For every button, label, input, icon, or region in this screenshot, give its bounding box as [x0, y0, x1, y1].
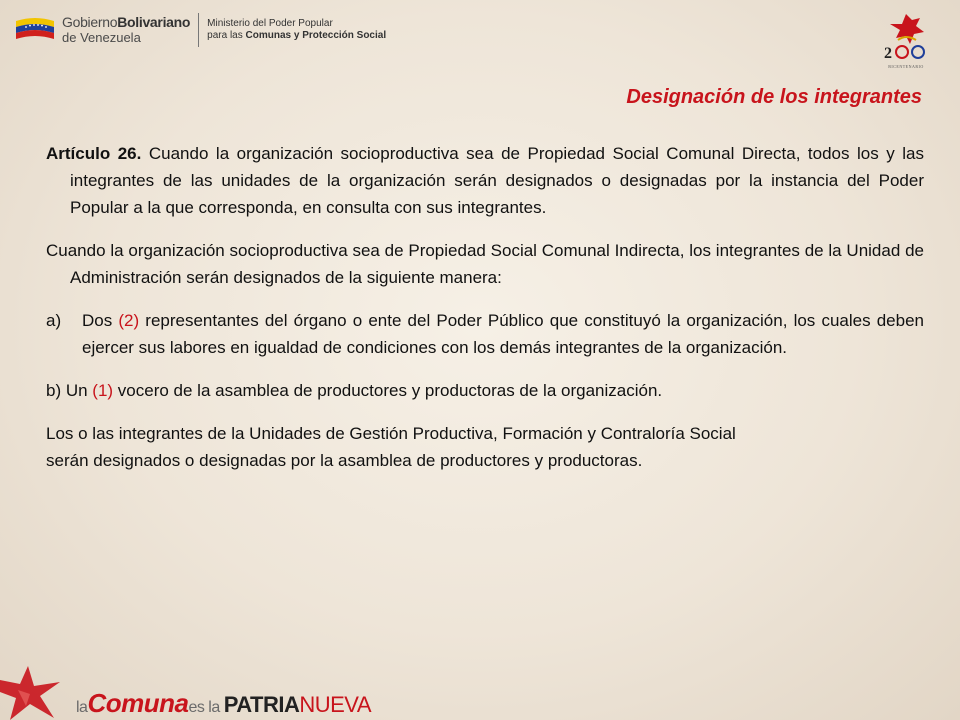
list-item-a-pre: Dos — [82, 311, 119, 330]
list-item-a — [46, 307, 924, 361]
article-26-paragraph — [46, 140, 924, 221]
footer — [0, 660, 960, 720]
ministry-line2-prefix: para las — [207, 30, 246, 41]
government-logo — [14, 8, 386, 52]
list-item-a-text: representantes del órgano o ente del Poder Público que constituyó la organización, los cuales deben ejercer sus labores en igualdad de condiciones con los demás integrantes de la organización. — [82, 311, 924, 357]
svg-text:2: 2 — [884, 45, 892, 62]
gov-country: de Venezuela — [62, 30, 141, 45]
ministry-line1: Ministerio del Poder Popular — [207, 18, 333, 29]
ministry-line2-name: Comunas y Protección Social — [245, 30, 387, 41]
slogan-es: es la — [188, 699, 224, 716]
article-text: Cuando la organización socioproductiva sea de Propiedad Social Comunal Directa, todos los y las integrantes de las unidades de la organización serán designados o designadas por la instancia del Poder Popular a la que corresponda, en consulta con sus integrantes. — [70, 144, 924, 217]
list-item-a-number: (2) — [118, 311, 140, 330]
gov-name-part1: Gobierno — [62, 14, 118, 30]
indirect-paragraph: Cuando la organización socioproductiva sea de Propiedad Social Comunal Indirecta, los integrantes de la Unidad de Administración serán designados de la siguiente manera: — [46, 241, 924, 287]
slogan-comuna: Comuna — [87, 688, 189, 718]
final-paragraph: Los o las integrantes de la Unidades de Gestión Productiva, Formación y Contraloría Social serán designados o designadas por la asamblea de productores y productoras. — [46, 424, 736, 470]
list-item-b-number: (1) — [92, 381, 114, 400]
list-item-b — [46, 377, 746, 404]
venezuela-flag-icon — [14, 15, 56, 45]
slogan-patria: PATRIA — [223, 692, 300, 717]
header — [0, 0, 960, 69]
red-star-icon — [0, 660, 70, 720]
slide-title: Designación de los integrantes — [626, 86, 922, 108]
gov-name-part2: Bolivariano — [117, 14, 191, 30]
footer-slogan — [76, 688, 371, 719]
logo-divider — [198, 13, 199, 47]
bicentenario-label: BICENTENARIO — [888, 64, 924, 69]
list-item-b-pre: b) Un — [46, 381, 93, 400]
slogan-nueva: NUEVA — [299, 692, 371, 717]
list-item-a-marker: a) — [46, 311, 62, 330]
slogan-la: la — [76, 699, 88, 716]
slide-content — [46, 140, 924, 490]
list-item-b-text: vocero de la asamblea de productores y productoras de la organización. — [113, 381, 663, 400]
article-label: Artículo 26. — [46, 144, 142, 163]
